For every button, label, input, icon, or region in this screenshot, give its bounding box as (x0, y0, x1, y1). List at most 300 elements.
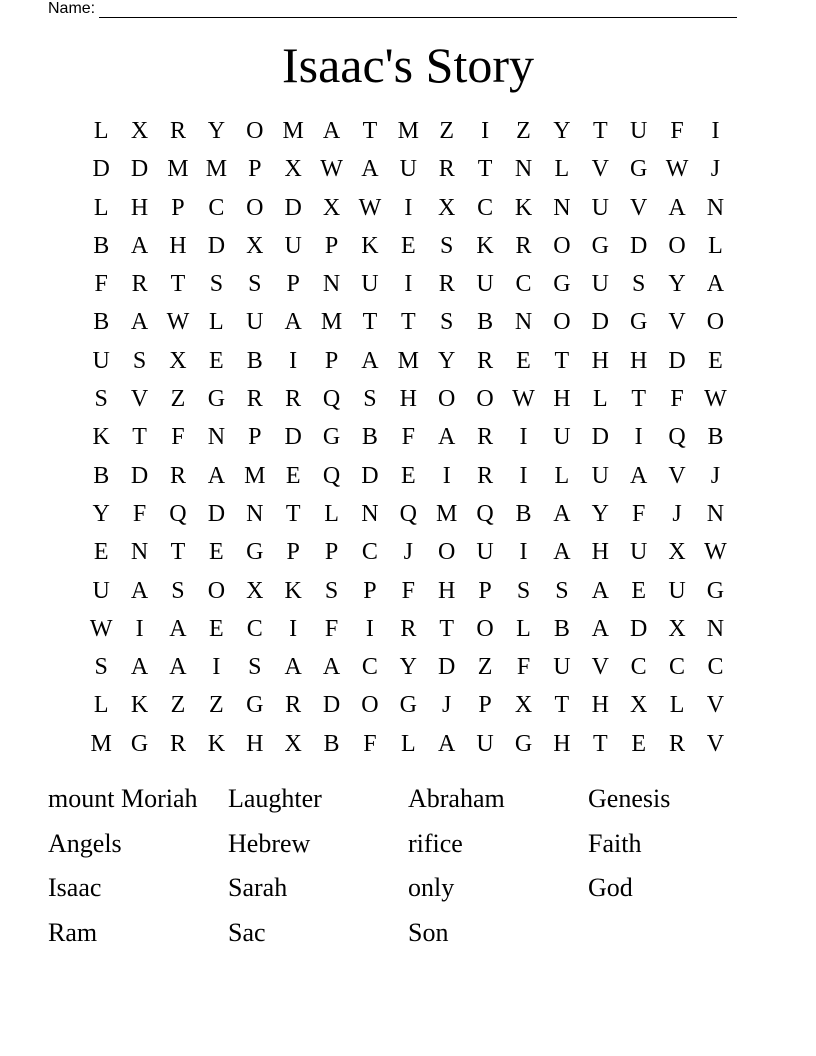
grid-letter[interactable]: W (89, 615, 113, 642)
grid-letter[interactable]: X (284, 156, 302, 183)
grid-letter[interactable]: T (477, 156, 493, 183)
grid-letter[interactable]: D (284, 424, 302, 451)
grid-letter[interactable]: H (591, 347, 609, 374)
grid-letter[interactable]: C (707, 654, 724, 681)
grid-letter[interactable]: H (629, 347, 648, 374)
grid-letter[interactable]: B (323, 730, 340, 757)
grid-letter[interactable]: N (706, 194, 725, 221)
grid-letter[interactable]: W (665, 156, 689, 183)
grid-letter[interactable]: L (93, 118, 109, 144)
grid-letter[interactable]: D (284, 194, 302, 221)
grid-letter[interactable]: X (629, 692, 648, 719)
grid-letter[interactable]: B (707, 424, 724, 451)
grid-letter[interactable]: F (363, 730, 377, 757)
grid-letter[interactable]: C (208, 194, 225, 221)
grid-letter[interactable]: E (516, 347, 531, 374)
grid-letter[interactable]: N (361, 500, 379, 527)
grid-letter[interactable]: J (710, 462, 721, 489)
grid-letter[interactable]: J (442, 692, 452, 719)
grid-letter[interactable]: L (324, 500, 339, 527)
grid-letter[interactable]: R (477, 347, 494, 374)
grid-letter[interactable]: B (553, 615, 570, 642)
grid-letter[interactable]: G (246, 539, 264, 566)
grid-letter[interactable]: T (592, 730, 608, 757)
word-list-item: Sarah (228, 873, 288, 903)
grid-letter[interactable]: S (555, 577, 569, 604)
word-list-item: Sac (228, 917, 266, 947)
grid-letter[interactable]: T (362, 118, 378, 144)
grid-letter[interactable]: G (553, 271, 571, 298)
grid-letter[interactable]: I (634, 424, 643, 451)
word-list-item: Faith (588, 828, 642, 858)
grid-letter[interactable]: F (94, 271, 108, 298)
grid-letter[interactable]: I (289, 347, 298, 374)
grid-letter[interactable]: G (399, 692, 417, 719)
grid-letter[interactable]: S (440, 309, 454, 336)
grid-letter[interactable]: O (476, 386, 494, 413)
grid-letter[interactable]: D (668, 347, 686, 374)
grid-letter[interactable]: E (631, 577, 646, 604)
grid-letter[interactable]: O (246, 118, 264, 144)
grid-letter[interactable]: A (438, 424, 456, 451)
grid-letter[interactable]: I (519, 424, 528, 451)
grid-letter[interactable]: N (322, 271, 341, 298)
grid-letter[interactable]: I (404, 194, 413, 221)
grid-letter[interactable]: W (512, 386, 535, 413)
grid-letter[interactable]: R (169, 118, 186, 144)
name-blank[interactable] (99, 2, 737, 18)
grid-letter[interactable]: H (553, 386, 571, 413)
grid-letter[interactable]: D (130, 462, 149, 489)
grid-letter[interactable]: R (246, 386, 263, 413)
grid-letter[interactable]: N (706, 500, 725, 527)
grid-letter[interactable]: S (324, 577, 339, 604)
grid-letter[interactable]: Z (209, 692, 224, 719)
grid-letter[interactable]: V (706, 692, 725, 719)
grid-letter[interactable]: Z (170, 692, 186, 719)
grid-letter[interactable]: B (477, 309, 494, 336)
grid-letter[interactable]: M (397, 347, 419, 374)
grid-letter[interactable]: A (130, 577, 149, 604)
grid-letter[interactable]: U (553, 654, 571, 681)
grid-letter[interactable]: K (361, 232, 379, 259)
grid-letter[interactable]: U (476, 271, 494, 298)
grid-letter[interactable]: M (320, 309, 343, 336)
grid-letter[interactable]: Q (322, 386, 341, 413)
grid-letter[interactable]: Q (668, 424, 686, 451)
grid-letter[interactable]: S (171, 577, 185, 604)
grid-letter[interactable]: K (207, 730, 226, 757)
grid-letter[interactable]: D (92, 156, 110, 183)
grid-letter[interactable]: D (629, 232, 648, 259)
grid-letter[interactable]: P (478, 692, 492, 719)
grid-letter[interactable]: Z (439, 118, 455, 144)
grid-letter[interactable]: A (130, 232, 149, 259)
grid-letter[interactable]: O (438, 386, 456, 413)
grid-letter[interactable]: R (477, 462, 494, 489)
grid-letter[interactable]: E (708, 347, 723, 374)
grid-letter[interactable]: F (670, 386, 684, 413)
grid-letter[interactable]: T (132, 424, 147, 451)
grid-letter[interactable]: X (438, 194, 456, 221)
grid-letter[interactable]: U (399, 156, 417, 183)
grid-letter[interactable]: K (284, 577, 302, 604)
grid-letter[interactable]: V (591, 156, 609, 183)
grid-letter[interactable]: Z (170, 386, 186, 413)
grid-letter[interactable]: A (553, 500, 571, 527)
grid-letter[interactable]: L (516, 615, 531, 642)
grid-letter[interactable]: T (592, 118, 608, 144)
grid-letter[interactable]: D (207, 500, 226, 527)
grid-letter[interactable]: U (476, 539, 494, 566)
grid-letter[interactable]: S (516, 577, 531, 604)
grid-letter[interactable]: O (438, 539, 456, 566)
grid-letter[interactable]: R (515, 232, 532, 259)
grid-letter[interactable]: X (322, 194, 341, 221)
grid-letter[interactable]: S (440, 232, 454, 259)
grid-letter[interactable]: M (282, 118, 304, 144)
grid-letter[interactable]: I (212, 654, 221, 681)
grid-letter[interactable]: U (553, 424, 571, 451)
grid-letter[interactable]: S (94, 386, 108, 413)
grid-letter[interactable]: B (515, 500, 532, 527)
grid-letter[interactable]: P (478, 577, 492, 604)
grid-letter[interactable]: R (477, 424, 494, 451)
grid-letter[interactable]: H (246, 730, 264, 757)
grid-letter[interactable]: A (284, 654, 302, 681)
grid-letter[interactable]: T (170, 539, 186, 566)
word-list-item: God (588, 873, 633, 903)
grid-letter[interactable]: P (363, 577, 377, 604)
grid-letter[interactable]: J (672, 500, 682, 527)
grid-letter[interactable]: R (169, 730, 186, 757)
grid-letter[interactable]: R (285, 692, 302, 719)
grid-letter[interactable]: F (401, 424, 415, 451)
grid-letter[interactable]: T (362, 309, 378, 336)
grid-letter[interactable]: R (438, 156, 455, 183)
grid-letter[interactable]: U (361, 271, 379, 298)
grid-letter[interactable]: O (668, 232, 686, 259)
grid-letter[interactable]: L (592, 386, 608, 413)
grid-letter[interactable]: U (92, 577, 110, 604)
grid-letter[interactable]: I (519, 462, 528, 489)
grid-letter[interactable]: U (591, 271, 609, 298)
grid-letter[interactable]: E (209, 615, 224, 642)
word-list-item: mount Moriah (48, 784, 198, 813)
grid-letter[interactable]: G (322, 424, 341, 451)
grid-letter[interactable]: T (285, 500, 301, 527)
grid-letter[interactable]: E (93, 539, 109, 566)
grid-letter[interactable]: A (629, 462, 648, 489)
grid-letter[interactable]: D (591, 309, 609, 336)
grid-letter[interactable]: U (284, 232, 302, 259)
grid-letter[interactable]: X (169, 347, 187, 374)
grid-letter[interactable]: C (361, 654, 378, 681)
grid-letter[interactable]: F (401, 577, 415, 604)
grid-letter[interactable]: U (246, 309, 264, 336)
grid-letter[interactable]: A (591, 615, 609, 642)
grid-letter[interactable]: Q (322, 462, 341, 489)
grid-letter[interactable]: H (399, 386, 417, 413)
grid-letter[interactable]: A (591, 577, 609, 604)
grid-letter[interactable]: H (591, 692, 609, 719)
grid-letter[interactable]: X (284, 730, 302, 757)
grid-letter[interactable]: C (477, 194, 494, 221)
grid-letter[interactable]: S (94, 654, 108, 681)
grid-letter[interactable]: P (171, 194, 185, 221)
grid-letter[interactable]: K (514, 194, 533, 221)
grid-letter[interactable]: L (400, 730, 416, 757)
grid-letter[interactable]: V (706, 730, 725, 757)
grid-letter[interactable]: A (130, 654, 149, 681)
grid-letter[interactable]: L (93, 692, 109, 719)
grid-letter[interactable]: A (668, 194, 686, 221)
grid-letter[interactable]: F (132, 500, 147, 527)
grid-letter[interactable]: F (516, 654, 531, 681)
grid-letter[interactable]: D (629, 615, 648, 642)
grid-letter[interactable]: N (553, 194, 571, 221)
grid-letter[interactable]: B (246, 347, 263, 374)
grid-letter[interactable]: M (90, 730, 112, 757)
grid-letter[interactable]: X (130, 118, 149, 144)
grid-letter[interactable]: G (706, 577, 725, 604)
grid-letter[interactable]: M (167, 156, 189, 183)
grid-letter[interactable]: I (519, 539, 528, 566)
grid-letter[interactable]: V (668, 462, 686, 489)
grid-letter[interactable]: H (169, 232, 187, 259)
grid-letter[interactable]: Y (553, 118, 571, 144)
grid-letter[interactable]: O (361, 692, 379, 719)
grid-letter[interactable]: T (554, 692, 570, 719)
grid-letter[interactable]: V (591, 654, 609, 681)
grid-letter[interactable]: R (285, 386, 302, 413)
grid-letter[interactable]: D (591, 424, 609, 451)
grid-letter[interactable]: X (246, 577, 264, 604)
grid-letter[interactable]: Q (399, 500, 417, 527)
grid-letter[interactable]: A (284, 309, 302, 336)
grid-letter[interactable]: S (132, 347, 147, 374)
grid-letter[interactable]: L (708, 232, 723, 259)
grid-letter[interactable]: V (668, 309, 686, 336)
grid-letter[interactable]: U (591, 462, 609, 489)
grid-letter[interactable]: L (209, 309, 224, 336)
grid-letter[interactable]: P (324, 347, 339, 374)
grid-letter[interactable]: D (207, 232, 226, 259)
grid-letter[interactable]: Y (207, 118, 226, 144)
grid-letter[interactable]: K (92, 424, 110, 451)
grid-letter[interactable]: N (514, 309, 533, 336)
grid-letter[interactable]: V (130, 386, 149, 413)
grid-letter[interactable]: I (365, 615, 374, 642)
grid-letter[interactable]: J (403, 539, 413, 566)
grid-letter[interactable]: E (631, 730, 646, 757)
grid-letter[interactable]: S (248, 271, 262, 298)
grid-letter[interactable]: A (207, 462, 226, 489)
grid-letter[interactable]: H (591, 539, 609, 566)
grid-letter[interactable]: P (248, 156, 262, 183)
grid-letter[interactable]: E (209, 347, 224, 374)
grid-letter[interactable]: R (438, 271, 455, 298)
grid-letter[interactable]: X (668, 615, 686, 642)
grid-letter[interactable]: O (476, 615, 494, 642)
grid-letter[interactable]: R (400, 615, 417, 642)
grid-letter[interactable]: Y (92, 500, 110, 527)
grid-letter[interactable]: S (248, 654, 262, 681)
grid-letter[interactable]: W (358, 194, 382, 221)
grid-letter[interactable]: T (631, 386, 646, 413)
grid-letter[interactable]: A (361, 156, 379, 183)
grid-letter[interactable]: H (438, 577, 456, 604)
grid-letter[interactable]: E (400, 462, 416, 489)
grid-letter[interactable]: G (514, 730, 533, 757)
grid-letter[interactable]: M (397, 118, 419, 144)
grid-letter[interactable]: O (207, 577, 226, 604)
grid-letter[interactable]: T (554, 347, 570, 374)
grid-letter[interactable]: B (361, 424, 378, 451)
grid-letter[interactable]: U (629, 118, 648, 144)
grid-letter[interactable]: N (514, 156, 533, 183)
grid-letter[interactable]: G (591, 232, 609, 259)
grid-letter[interactable]: H (130, 194, 149, 221)
grid-letter[interactable]: A (361, 347, 379, 374)
grid-letter[interactable]: V (629, 194, 648, 221)
grid-letter[interactable]: Y (668, 271, 686, 298)
grid-letter[interactable]: X (514, 692, 533, 719)
grid-letter[interactable]: L (669, 692, 685, 719)
grid-letter[interactable]: L (554, 462, 570, 489)
grid-letter[interactable]: C (630, 654, 647, 681)
grid-letter[interactable]: P (324, 232, 339, 259)
grid-letter[interactable]: F (631, 500, 646, 527)
grid-letter[interactable]: P (286, 539, 300, 566)
grid-letter[interactable]: I (135, 615, 144, 642)
grid-letter[interactable]: E (209, 539, 224, 566)
grid-letter[interactable]: O (553, 309, 571, 336)
grid-letter[interactable]: Q (476, 500, 494, 527)
grid-letter[interactable]: C (515, 271, 532, 298)
grid-letter[interactable]: I (481, 118, 490, 144)
word-list-item: Isaac (48, 873, 102, 903)
grid-letter[interactable]: M (436, 500, 458, 527)
grid-letter[interactable]: O (553, 232, 571, 259)
grid-letter[interactable]: A (438, 730, 456, 757)
grid-letter[interactable]: P (324, 539, 339, 566)
grid-letter[interactable]: A (706, 271, 725, 298)
grid-letter[interactable]: X (668, 539, 686, 566)
grid-letter[interactable]: A (169, 615, 187, 642)
grid-letter[interactable]: Y (399, 654, 417, 681)
grid-letter[interactable]: N (130, 539, 149, 566)
grid-letter[interactable]: R (169, 462, 186, 489)
grid-letter[interactable]: W (704, 539, 727, 566)
grid-letter[interactable]: T (439, 615, 455, 642)
grid-letter[interactable]: G (246, 692, 264, 719)
grid-letter[interactable]: B (93, 462, 110, 489)
grid-letter[interactable]: M (205, 156, 228, 183)
word-list-item: Son (408, 917, 449, 947)
grid-letter[interactable]: A (553, 539, 571, 566)
grid-letter[interactable]: D (322, 692, 341, 719)
grid-letter[interactable]: C (669, 654, 686, 681)
grid-letter[interactable]: G (629, 156, 648, 183)
grid-letter[interactable]: K (130, 692, 149, 719)
grid-letter[interactable]: I (289, 615, 298, 642)
grid-letter[interactable]: Q (169, 500, 187, 527)
word-list-item: Angels (48, 828, 122, 858)
grid-letter[interactable]: D (130, 156, 149, 183)
grid-letter[interactable]: S (363, 386, 377, 413)
grid-letter[interactable]: B (93, 232, 110, 259)
grid-letter[interactable]: D (438, 654, 456, 681)
grid-letter[interactable]: P (248, 424, 262, 451)
grid-letter[interactable]: U (476, 730, 494, 757)
grid-letter[interactable]: Z (516, 118, 531, 144)
grid-letter[interactable]: S (209, 271, 224, 298)
grid-letter[interactable]: W (166, 309, 190, 336)
word-list (48, 777, 768, 955)
grid-letter[interactable]: R (669, 730, 686, 757)
grid-letter[interactable]: N (246, 500, 264, 527)
grid-letter[interactable]: O (706, 309, 725, 336)
grid-letter[interactable]: W (320, 156, 343, 183)
grid-letter[interactable]: J (710, 156, 721, 183)
word-list-item: Abraham (408, 784, 505, 813)
grid-letter[interactable]: C (246, 615, 263, 642)
grid-letter[interactable]: N (207, 424, 226, 451)
grid-letter[interactable]: I (404, 271, 413, 298)
grid-letter[interactable]: U (629, 539, 648, 566)
grid-letter[interactable]: U (591, 194, 609, 221)
grid-letter[interactable]: R (131, 271, 148, 298)
grid-letter[interactable]: F (670, 118, 684, 144)
grid-letter[interactable]: Z (477, 654, 493, 681)
grid-letter[interactable]: A (322, 654, 341, 681)
grid-letter[interactable]: O (246, 194, 264, 221)
grid-letter[interactable]: A (322, 118, 341, 144)
grid-letter[interactable]: C (361, 539, 378, 566)
grid-letter[interactable]: L (93, 194, 109, 221)
grid-letter[interactable]: G (130, 730, 149, 757)
grid-letter[interactable]: S (631, 271, 646, 298)
grid-letter[interactable]: K (476, 232, 494, 259)
grid-letter[interactable]: Y (591, 500, 609, 527)
grid-letter[interactable]: A (169, 654, 187, 681)
grid-letter[interactable]: L (554, 156, 570, 183)
grid-letter[interactable]: A (130, 309, 149, 336)
grid-letter[interactable]: U (92, 347, 110, 374)
grid-letter[interactable]: I (442, 462, 451, 489)
grid-letter[interactable]: H (553, 730, 571, 757)
grid-letter[interactable]: I (711, 118, 720, 144)
grid-letter[interactable]: G (629, 309, 648, 336)
grid-letter[interactable]: X (246, 232, 264, 259)
grid-letter[interactable]: T (170, 271, 186, 298)
grid-letter[interactable]: B (93, 309, 110, 336)
grid-letter[interactable]: Y (438, 347, 456, 374)
grid-letter[interactable]: E (400, 232, 416, 259)
grid-letter[interactable]: U (668, 577, 686, 604)
grid-letter[interactable]: M (244, 462, 266, 489)
grid-letter[interactable]: N (706, 615, 725, 642)
grid-letter[interactable]: W (704, 386, 727, 413)
grid-letter[interactable]: F (171, 424, 185, 451)
grid-letter[interactable]: D (361, 462, 379, 489)
grid-letter[interactable]: T (400, 309, 416, 336)
grid-letter[interactable]: F (324, 615, 339, 642)
grid-letter[interactable]: G (207, 386, 226, 413)
grid-letter[interactable]: P (286, 271, 300, 298)
grid-letter[interactable]: E (285, 462, 301, 489)
